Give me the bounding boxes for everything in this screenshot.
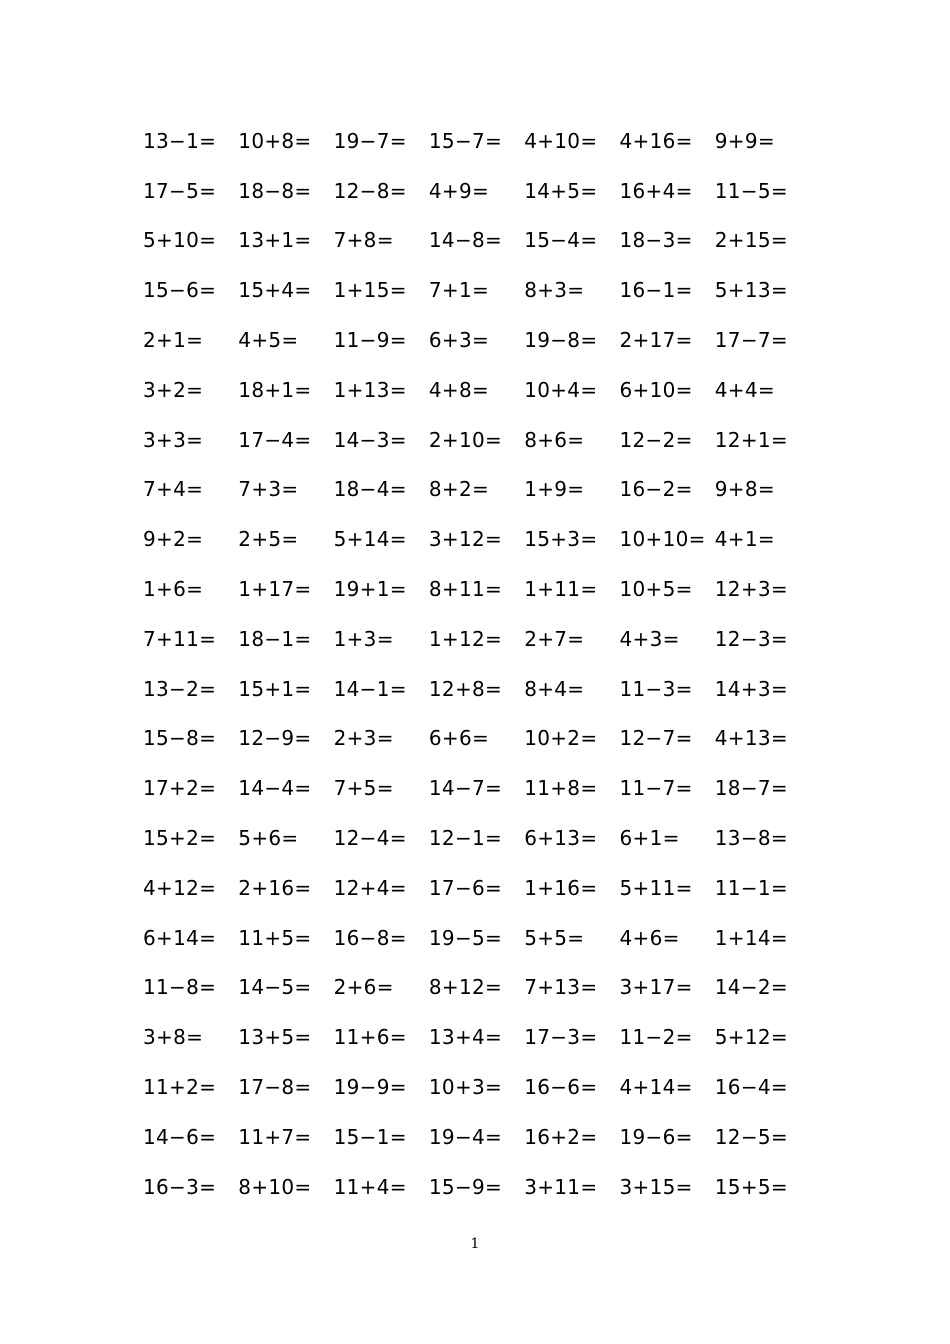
problem-cell: 8+6= [524,427,585,452]
problem-cell: 2+15= [714,228,788,253]
problem-cell: 19−4= [428,1124,503,1149]
problem-cell: 14−3= [333,427,407,452]
problem-cell: 3+17= [619,975,693,1000]
problem-cell: 12+1= [714,427,788,452]
problem-cell: 7+8= [333,228,394,253]
problem-cell: 17−7= [714,328,788,353]
problem-row [143,1162,823,1212]
problem-row [143,116,823,166]
problem-row [143,216,823,266]
problem-cell: 12−5= [714,1124,788,1149]
problem-cell: 16−1= [619,278,693,303]
problem-cell: 11−7= [619,776,693,801]
problem-cell: 14−1= [333,676,407,701]
problem-cell: 7+1= [428,278,490,303]
problem-cell: 4+6= [619,925,680,950]
problem-cell: 15+2= [143,826,217,851]
problem-cell: 15−7= [428,128,503,153]
problem-cell: 12−3= [714,626,788,651]
problem-cell: 14+3= [714,676,788,701]
problem-cell: 2+10= [428,427,503,452]
problem-cell: 1+13= [333,377,407,402]
problem-cell: 7+5= [333,776,394,801]
problem-cell: 1+12= [428,626,503,651]
problem-cell: 19−9= [333,1075,407,1100]
problem-cell: 12+8= [428,676,503,701]
problem-row [143,1112,823,1162]
problem-cell: 10+10= [619,527,706,552]
problem-grid [143,116,823,1212]
problem-cell: 4+4= [714,377,775,402]
problem-cell: 2+17= [619,328,693,353]
problem-cell: 4+9= [428,178,490,203]
problem-cell: 1+9= [524,477,585,502]
problem-cell: 6+3= [428,328,490,353]
problem-cell: 14−2= [714,975,788,1000]
problem-cell: 19−7= [333,128,407,153]
problem-cell: 9+8= [714,477,775,502]
problem-cell: 4+3= [619,626,680,651]
problem-cell: 12+3= [714,577,788,602]
problem-cell: 11−3= [619,676,693,701]
problem-cell: 18−7= [714,776,788,801]
problem-cell: 19−5= [428,925,503,950]
problem-cell: 2+6= [333,975,394,1000]
problem-cell: 10+8= [238,128,312,153]
problem-row [143,1012,823,1062]
problem-cell: 18−8= [238,178,312,203]
problem-cell: 1+15= [333,278,407,303]
problem-cell: 2+3= [333,726,394,751]
problem-cell: 15−1= [333,1124,407,1149]
problem-cell: 16−8= [333,925,407,950]
problem-row [143,863,823,913]
problem-cell: 13−8= [714,826,788,851]
problem-cell: 16−4= [714,1075,788,1100]
problem-cell: 15+5= [714,1174,788,1199]
problem-cell: 4+8= [428,377,490,402]
problem-cell: 3+12= [428,527,503,552]
problem-row [143,763,823,813]
problem-cell: 1+3= [333,626,394,651]
problem-cell: 2+1= [143,328,204,353]
problem-cell: 2+5= [238,527,299,552]
problem-cell: 4+10= [524,128,598,153]
problem-cell: 7+11= [143,626,217,651]
problem-cell: 1+6= [143,577,204,602]
problem-cell: 8+10= [238,1174,312,1199]
problem-cell: 2+7= [524,626,585,651]
problem-row [143,465,823,515]
problem-cell: 12−9= [238,726,312,751]
problem-row [143,813,823,863]
problem-cell: 5+12= [714,1025,788,1050]
problem-cell: 15−6= [143,278,217,303]
problem-cell: 10+4= [524,377,598,402]
problem-row [143,1062,823,1112]
problem-cell: 18−1= [238,626,312,651]
problem-cell: 4+12= [143,875,217,900]
problem-cell: 11−1= [714,875,788,900]
problem-cell: 16−2= [619,477,693,502]
problem-row [143,315,823,365]
problem-cell: 11−9= [333,328,407,353]
problem-cell: 6+6= [428,726,490,751]
problem-cell: 8+12= [428,975,503,1000]
problem-cell: 12−7= [619,726,693,751]
problem-cell: 4+5= [238,328,299,353]
problem-cell: 9+9= [714,128,775,153]
problem-cell: 6+14= [143,925,217,950]
problem-cell: 15+1= [238,676,312,701]
problem-cell: 3+3= [143,427,204,452]
problem-row [143,614,823,664]
problem-cell: 11−5= [714,178,788,203]
problem-cell: 15−4= [524,228,598,253]
problem-cell: 7+13= [524,975,598,1000]
problem-cell: 14−7= [428,776,503,801]
problem-cell: 14−6= [143,1124,217,1149]
problem-cell: 19+1= [333,577,407,602]
problem-cell: 10+5= [619,577,693,602]
problem-cell: 5+6= [238,826,299,851]
problem-cell: 5+13= [714,278,788,303]
problem-cell: 13+4= [428,1025,503,1050]
problem-cell: 19−6= [619,1124,693,1149]
problem-cell: 17−4= [238,427,312,452]
problem-cell: 10+3= [428,1075,503,1100]
problem-cell: 7+4= [143,477,204,502]
problem-cell: 11+6= [333,1025,407,1050]
problem-cell: 16+2= [524,1124,598,1149]
problem-cell: 1+16= [524,875,598,900]
problem-cell: 17−5= [143,178,217,203]
problem-cell: 13−1= [143,128,217,153]
problem-row [143,913,823,963]
problem-cell: 13−2= [143,676,217,701]
problem-cell: 6+13= [524,826,598,851]
page-number: 1 [470,1236,480,1252]
problem-cell: 3+2= [143,377,204,402]
problem-cell: 14+5= [524,178,598,203]
problem-cell: 14−4= [238,776,312,801]
problem-cell: 1+14= [714,925,788,950]
problem-cell: 11+4= [333,1174,407,1199]
problem-row [143,963,823,1013]
problem-cell: 3+8= [143,1025,204,1050]
problem-row [143,415,823,465]
problem-cell: 16+4= [619,178,693,203]
problem-cell: 10+2= [524,726,598,751]
problem-cell: 8+11= [428,577,503,602]
problem-cell: 11+5= [238,925,312,950]
problem-cell: 8+4= [524,676,585,701]
problem-cell: 5+11= [619,875,693,900]
problem-cell: 16−6= [524,1075,598,1100]
problem-row [143,514,823,564]
problem-cell: 9+2= [143,527,204,552]
problem-cell: 12−2= [619,427,693,452]
problem-row [143,564,823,614]
problem-cell: 11+8= [524,776,598,801]
problem-cell: 1+17= [238,577,312,602]
problem-cell: 11+7= [238,1124,312,1149]
problem-cell: 17−6= [428,875,503,900]
problem-cell: 11+2= [143,1075,217,1100]
problem-cell: 13+5= [238,1025,312,1050]
problem-cell: 18−3= [619,228,693,253]
problem-row [143,166,823,216]
problem-cell: 18+1= [238,377,312,402]
problem-cell: 16−3= [143,1174,217,1199]
problem-cell: 15−8= [143,726,217,751]
problem-cell: 5+14= [333,527,407,552]
problem-cell: 15−9= [428,1174,503,1199]
problem-cell: 18−4= [333,477,407,502]
problem-cell: 4+16= [619,128,693,153]
problem-cell: 15+4= [238,278,312,303]
problem-row [143,714,823,764]
problem-cell: 6+1= [619,826,680,851]
problem-row [143,265,823,315]
problem-cell: 17−8= [238,1075,312,1100]
problem-cell: 4+1= [714,527,775,552]
problem-cell: 4+13= [714,726,788,751]
problem-cell: 12−8= [333,178,407,203]
problem-cell: 7+3= [238,477,299,502]
problem-cell: 5+5= [524,925,585,950]
problem-cell: 6+10= [619,377,693,402]
problem-cell: 14−5= [238,975,312,1000]
problem-cell: 14−8= [428,228,503,253]
problem-cell: 12−4= [333,826,407,851]
problem-cell: 3+11= [524,1174,598,1199]
problem-row [143,664,823,714]
problem-cell: 11−8= [143,975,217,1000]
problem-cell: 11−2= [619,1025,693,1050]
problem-cell: 17+2= [143,776,217,801]
problem-cell: 1+11= [524,577,598,602]
problem-row [143,365,823,415]
problem-cell: 3+15= [619,1174,693,1199]
problem-cell: 19−8= [524,328,598,353]
problem-cell: 8+2= [428,477,490,502]
problem-cell: 13+1= [238,228,312,253]
problem-cell: 17−3= [524,1025,598,1050]
problem-cell: 15+3= [524,527,598,552]
problem-cell: 12−1= [428,826,503,851]
problem-cell: 2+16= [238,875,312,900]
problem-cell: 4+14= [619,1075,693,1100]
problem-cell: 12+4= [333,875,407,900]
problem-cell: 8+3= [524,278,585,303]
problem-cell: 5+10= [143,228,217,253]
